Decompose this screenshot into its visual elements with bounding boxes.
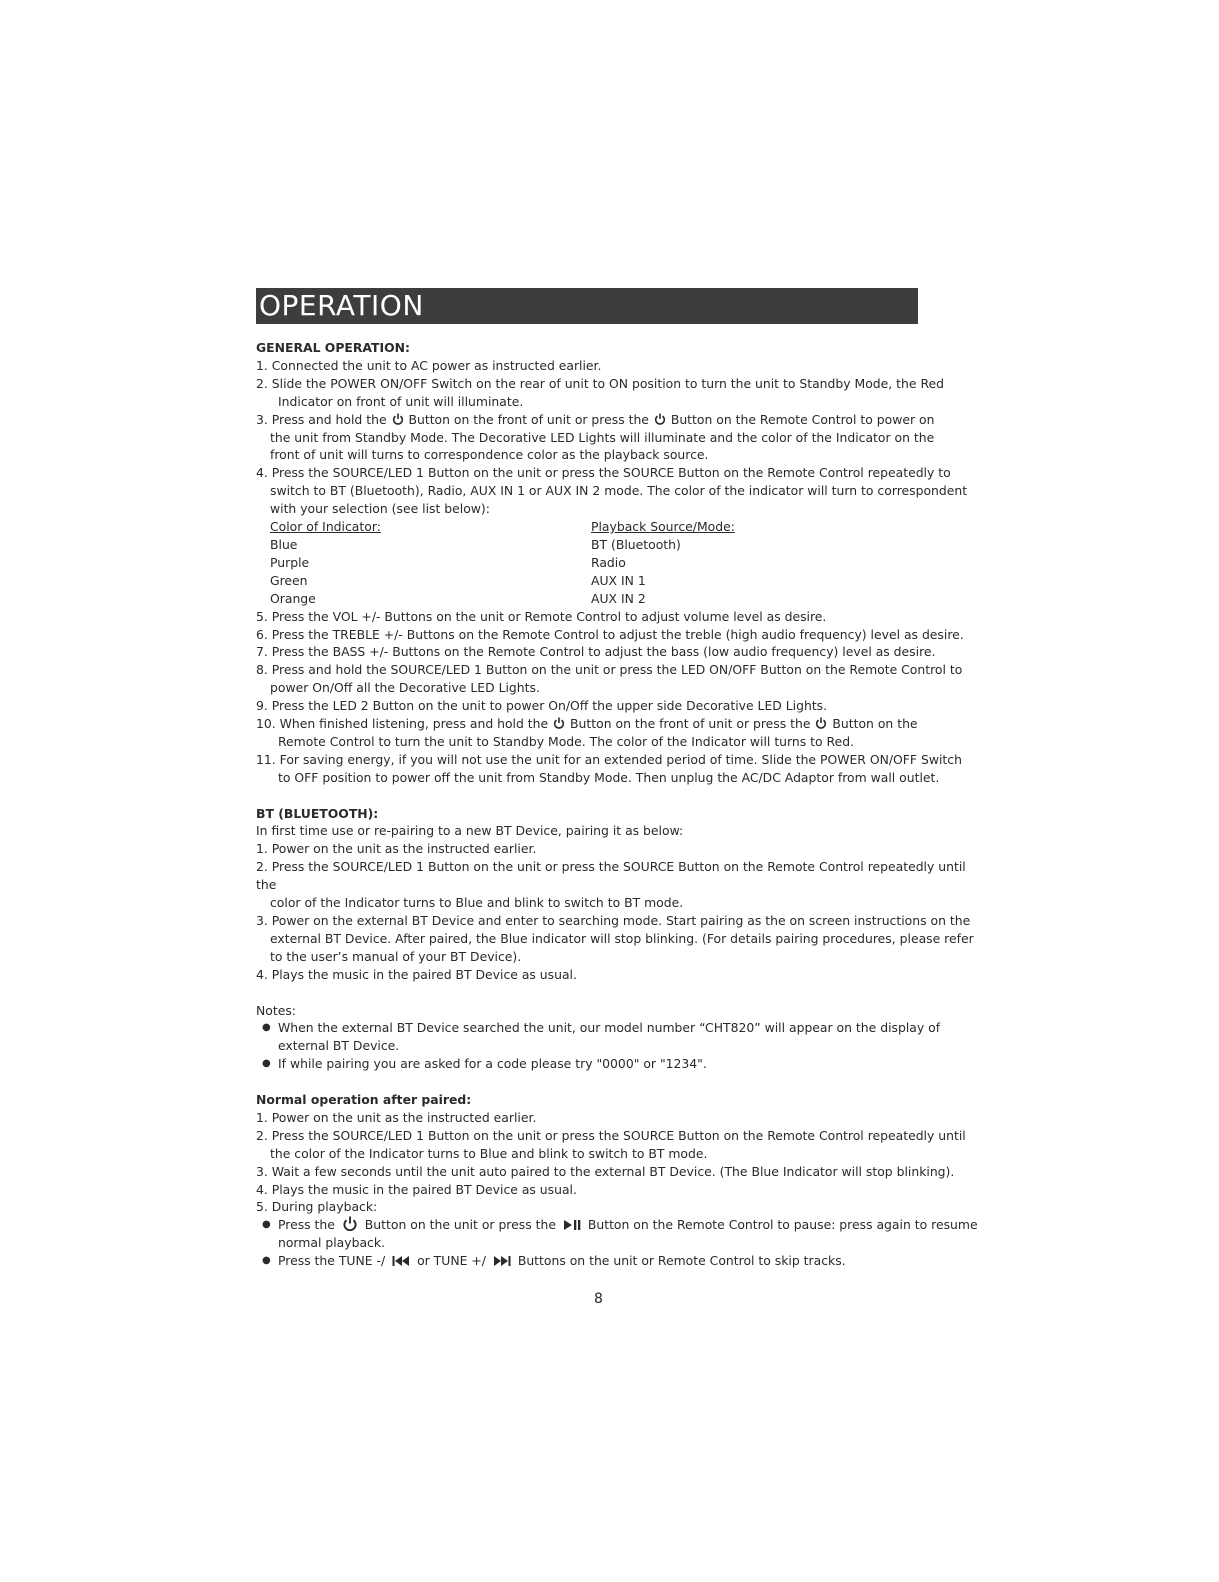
general-item-8: 8. Press and hold the SOURCE/LED 1 Button on the unit or press the LED ON/OFF Button on the Remote Control to bbox=[256, 662, 963, 678]
note-1 bbox=[256, 1019, 986, 1055]
note-text: external BT Device. bbox=[278, 1038, 400, 1054]
bullet-icon: ● bbox=[262, 1219, 271, 1231]
text-span: Press the bbox=[278, 1217, 335, 1233]
section-banner: OPERATION bbox=[256, 288, 918, 324]
general-item-10 bbox=[256, 715, 986, 733]
text-span: Button on the unit or press the bbox=[364, 1217, 556, 1233]
page-content bbox=[256, 288, 986, 1307]
table-cell-mode: Radio bbox=[591, 554, 626, 570]
indicator-table bbox=[256, 518, 986, 608]
text-span: Button on the front of unit or press the bbox=[570, 716, 811, 732]
playback-bullet-1 bbox=[256, 1216, 986, 1252]
bt-item-3: 3. Power on the external BT Device and enter to searching mode. Start pairing as the on screen instructions on the bbox=[256, 912, 971, 928]
power-icon bbox=[342, 1216, 358, 1231]
general-item-4-cont: with your selection (see list below): bbox=[270, 501, 490, 517]
skip-back-icon bbox=[392, 1255, 410, 1267]
general-item-3-cont: front of unit will turns to correspondence color as the playback source. bbox=[270, 447, 709, 463]
normal-item-2-cont: the color of the Indicator turns to Blue and blink to switch to BT mode. bbox=[270, 1145, 708, 1161]
general-item-2: 2. Slide the POWER ON/OFF Switch on the rear of unit to ON position to turn the unit to Standby Mode, the Red bbox=[256, 375, 944, 391]
text-span: Button on the front of unit or press the bbox=[408, 411, 649, 427]
normal-item-1: 1. Power on the unit as the instructed earlier. bbox=[256, 1109, 537, 1125]
text-span: Button on the Remote Control to pause: press again to resume bbox=[587, 1217, 978, 1233]
text-span: or TUNE +/ bbox=[417, 1253, 486, 1269]
general-item-4: 4. Press the SOURCE/LED 1 Button on the unit or press the SOURCE Button on the Remote Control repeatedly to bbox=[256, 465, 951, 481]
text-span: 3. Press and hold the bbox=[256, 411, 387, 427]
general-item-4-cont: switch to BT (Bluetooth), Radio, AUX IN 1 or AUX IN 2 mode. The color of the indicator will turn to correspondent bbox=[270, 483, 968, 499]
general-item-9: 9. Press the LED 2 Button on the unit to power On/Off the upper side Decorative LED Lights. bbox=[256, 698, 828, 714]
text-span: 10. When finished listening, press and hold the bbox=[256, 716, 549, 732]
bt-item-1: 1. Power on the unit as the instructed earlier. bbox=[256, 841, 537, 857]
bt-item-3-cont: external BT Device. After paired, the Blue indicator will stop blinking. (For details pairing procedures, please refer bbox=[270, 930, 974, 946]
general-item-8-cont: power On/Off all the Decorative LED Lights. bbox=[270, 680, 540, 696]
note-text: When the external BT Device searched the unit, our model number “CHT820” will appear on the display of bbox=[278, 1020, 941, 1036]
notes-label: Notes: bbox=[256, 1002, 296, 1018]
bullet-icon: ● bbox=[262, 1022, 271, 1034]
play-pause-icon bbox=[563, 1219, 581, 1231]
text-line: normal playback. bbox=[278, 1235, 385, 1251]
note-text: If while pairing you are asked for a code please try "0000" or "1234". bbox=[278, 1056, 707, 1072]
bt-item-2-cont: color of the Indicator turns to Blue and blink to switch to BT mode. bbox=[270, 895, 684, 911]
general-item-5: 5. Press the VOL +/- Buttons on the unit or Remote Control to adjust volume level as desire. bbox=[256, 608, 827, 624]
table-cell-mode: BT (Bluetooth) bbox=[591, 536, 681, 552]
general-item-10-cont: Remote Control to turn the unit to Standby Mode. The color of the Indicator will turns to Red. bbox=[278, 733, 855, 749]
text-span: Press the TUNE -/ bbox=[278, 1253, 386, 1269]
table-cell-color: Purple bbox=[270, 554, 310, 570]
table-cell-color: Green bbox=[270, 572, 308, 588]
page-number: 8 bbox=[594, 1291, 603, 1307]
bt-item-2: 2. Press the SOURCE/LED 1 Button on the unit or press the SOURCE Button on the Remote Control repeatedly until the bbox=[256, 859, 966, 893]
general-heading: GENERAL OPERATION: bbox=[256, 340, 410, 355]
normal-item-3: 3. Wait a few seconds until the unit auto paired to the external BT Device. (The Blue Indicator will stop blinking). bbox=[256, 1163, 955, 1179]
table-header-color: Color of Indicator: bbox=[270, 519, 381, 535]
bullet-icon: ● bbox=[262, 1255, 271, 1267]
text-span: Button on the Remote Control to power on bbox=[670, 411, 935, 427]
normal-item-4: 4. Plays the music in the paired BT Device as usual. bbox=[256, 1181, 577, 1197]
text-span: Button on the bbox=[832, 716, 918, 732]
general-item-3-cont: the unit from Standby Mode. The Decorative LED Lights will illuminate and the color of the Indicator on the bbox=[270, 429, 935, 445]
body-text bbox=[256, 339, 986, 1270]
normal-heading: Normal operation after paired: bbox=[256, 1092, 472, 1108]
normal-item-5: 5. During playback: bbox=[256, 1199, 378, 1215]
table-cell-color: Orange bbox=[270, 590, 316, 606]
bullet-icon: ● bbox=[262, 1058, 271, 1070]
power-icon bbox=[654, 413, 666, 425]
skip-forward-icon bbox=[493, 1255, 511, 1267]
bt-heading: BT (BLUETOOTH): bbox=[256, 805, 379, 821]
bt-item-3-cont: to the user’s manual of your BT Device). bbox=[270, 948, 522, 964]
bt-intro: In first time use or re-pairing to a new BT Device, pairing it as below: bbox=[256, 823, 684, 839]
table-cell-color: Blue bbox=[270, 536, 298, 552]
table-cell-mode: AUX IN 2 bbox=[591, 590, 646, 606]
general-item-7: 7. Press the BASS +/- Buttons on the Remote Control to adjust the bass (low audio frequency) level as desire. bbox=[256, 644, 936, 660]
text-span: Buttons on the unit or Remote Control to skip tracks. bbox=[517, 1253, 846, 1269]
power-icon bbox=[815, 717, 827, 729]
general-item-11-cont: to OFF position to power off the unit from Standby Mode. Then unplug the AC/DC Adaptor from wall outlet. bbox=[278, 769, 940, 785]
general-item-3 bbox=[256, 411, 986, 429]
power-icon bbox=[392, 413, 404, 425]
normal-item-2: 2. Press the SOURCE/LED 1 Button on the unit or press the SOURCE Button on the Remote Control repeatedly until bbox=[256, 1127, 966, 1143]
bt-item-4: 4. Plays the music in the paired BT Device as usual. bbox=[256, 966, 577, 982]
general-item-11: 11. For saving energy, if you will not use the unit for an extended period of time. Slide the POWER ON/OFF Switch bbox=[256, 751, 962, 767]
table-cell-mode: AUX IN 1 bbox=[591, 572, 646, 588]
note-2 bbox=[256, 1055, 986, 1073]
general-item-2-cont: Indicator on front of unit will illuminate. bbox=[278, 393, 524, 409]
table-header-mode: Playback Source/Mode: bbox=[591, 519, 735, 535]
general-item-1: 1. Connected the unit to AC power as instructed earlier. bbox=[256, 357, 602, 373]
playback-bullet-2 bbox=[256, 1252, 986, 1270]
power-icon bbox=[553, 717, 565, 729]
general-item-6: 6. Press the TREBLE +/- Buttons on the Remote Control to adjust the treble (high audio frequency) level as desire. bbox=[256, 626, 964, 642]
